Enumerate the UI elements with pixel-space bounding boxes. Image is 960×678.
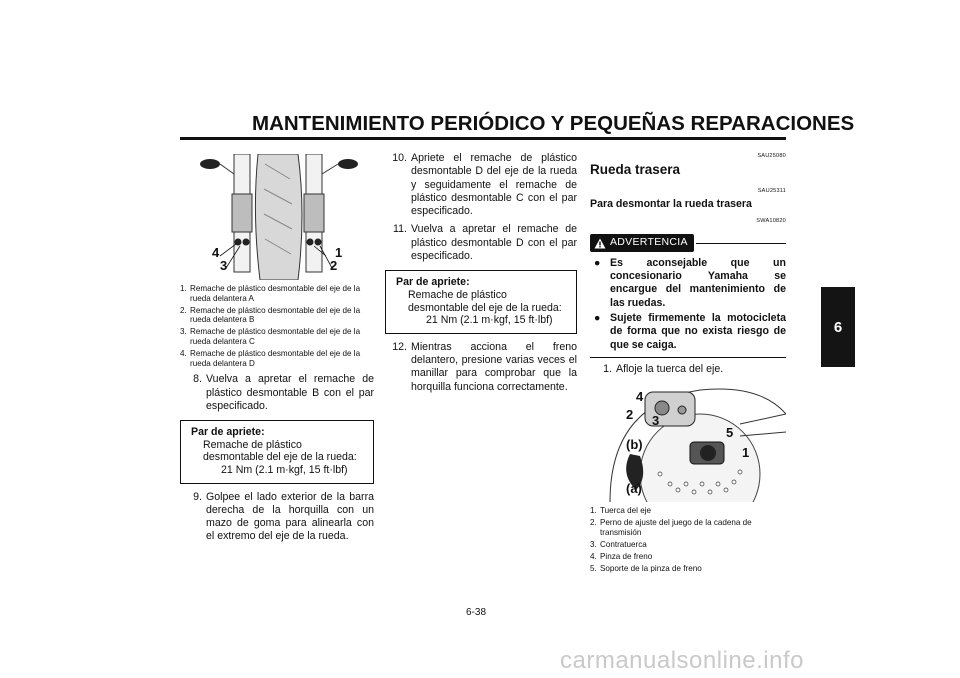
warning-triangle-icon [594,238,606,249]
figure-label-3: 3 [652,413,660,429]
warning-bullet: ● Es aconsejable que un concesionario Yamaha se encargue del mantenimiento de las ruedas. [590,257,786,310]
section-heading: Rueda trasera [590,162,681,178]
bullet-dot-icon: ● [594,256,601,269]
title-rule [180,137,786,140]
warning-code: SWA10820 [756,218,786,225]
chapter-tab: 6 [821,287,855,367]
caption-item: 2. Remache de plástico desmontable del eje de la rueda delantera B [180,305,361,325]
caption-item: 4. Pinza de freno [590,552,653,562]
warning-header [590,234,786,251]
front-fork-illustration [180,154,374,280]
figure-label-1: 1 [742,445,750,461]
section-subheading: Para desmontar la rueda trasera [590,197,752,210]
caption-item: 4. Remache de plástico desmontable del eje de la rueda delantera D [180,349,361,368]
section-code: SAU25311 [757,187,786,194]
torque-box: Par de apriete: Remache de plástico desmontable del eje de la rueda: 21 Nm (2.1 m·kgf, 15 ft·lbf) [385,270,577,333]
page-title: MANTENIMIENTO PERIÓDICO Y PEQUEÑAS REPARACIONES [252,112,855,135]
column-2 [385,152,577,394]
caption-item: 2. Perno de ajuste del juego de la cadena de transmisión [590,518,752,537]
caption-item: 3. Remache de plástico desmontable del eje de la rueda delantera C [180,327,361,346]
warning-end-rule [590,357,786,358]
figure-label-5: 5 [726,425,734,441]
caption-item: 1. Remache de plástico desmontable del eje de la rueda delantera A [180,284,361,303]
warning-badge [590,234,694,251]
caption-item: 3. Contratuerca [590,539,647,549]
step-1: 1. Afloje la tuerca del eje. [603,362,724,375]
figure-label-4: 4 [212,245,220,260]
step-11: 11. Vuelva a apretar el remache de plástico desmontable D con el par especificado. [393,223,577,263]
torque-box: Par de apriete: Remache de plástico desmontable del eje de la rueda: 21 Nm (2.1 m·kgf, 15 ft·lbf) [180,420,374,483]
figure-label-4: 4 [636,389,644,405]
figure-label-2: 2 [626,407,634,423]
caption-item: 1. Tuerca del eje [590,506,651,516]
step-12: 12. Mientras acciona el freno delantero, presione varias veces el manillar para comprobar que la horquilla funciona correctamente. [392,340,577,393]
rear-wheel-figure [590,384,786,502]
warning-rule [696,243,786,244]
figure-label-2: 2 [330,258,338,273]
figure-label-a: (a) [626,481,642,497]
page-number: 6-38 [466,607,487,618]
step-9: 9. Golpee el lado exterior de la barra derecha de la horquilla con un mazo de goma para alinearla con el extremo del eje de la rueda. [193,490,374,543]
caption-item: 5. Soporte de la pinza de freno [590,564,702,574]
figure-captions [590,506,786,574]
watermark: carmanualsonline.info [560,647,804,674]
step-10: 10. Apriete el remache de plástico desmontable D del eje de la rueda y seguidamente el remache de plástico desmontable C con el par especificado. [392,152,577,218]
warning-bullets [590,257,786,352]
warning-label: ADVERTENCIA [610,236,688,249]
step-8: 8. Vuelva a apretar el remache de plástico desmontable B con el par especificado. [193,373,374,412]
figure-label-1: 1 [335,245,343,260]
column-1 [180,150,374,544]
front-fork-figure [180,154,374,280]
section-code: SAU25080 [757,153,786,159]
figure-captions [180,284,374,368]
bullet-dot-icon: ● [594,311,601,324]
warning-bullet: ● Sujete firmemente la motocicleta de forma que no exista riesgo de que se caiga. [590,312,786,352]
figure-label-b: (b) [626,437,643,453]
figure-label-3: 3 [220,258,228,273]
rear-wheel-illustration [590,384,786,502]
column-3 [590,150,786,576]
